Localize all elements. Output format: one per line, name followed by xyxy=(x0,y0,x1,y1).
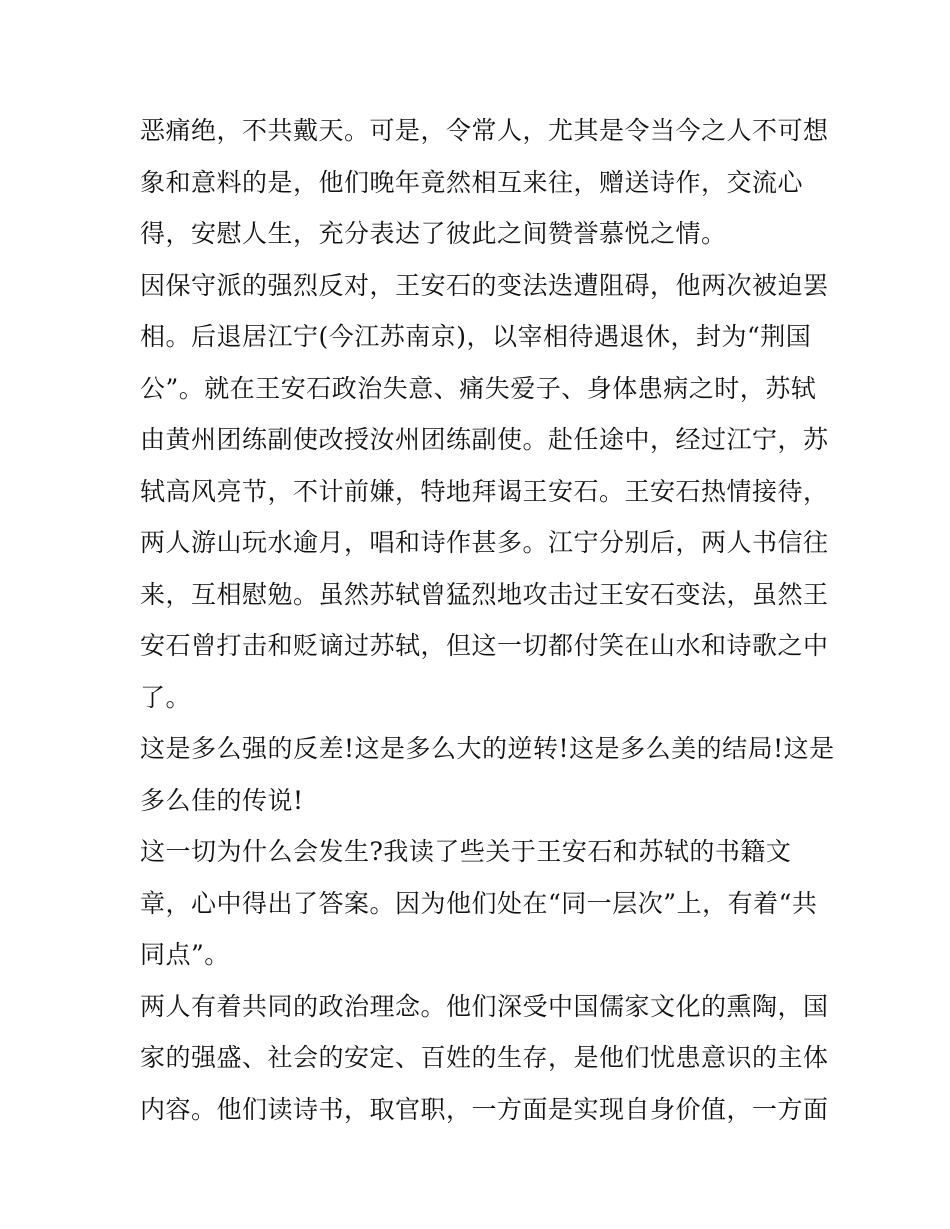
text-line: 来，互相慰勉。虽然苏轼曾猛烈地攻击过王安石变法，虽然王 xyxy=(140,579,829,609)
text-line: 内容。他们读诗书，取官职，一方面是实现自身价值，一方面 xyxy=(140,1094,829,1124)
text-line: 得，安慰人生，充分表达了彼此之间赞誉慕悦之情。 xyxy=(140,219,727,248)
text-line: 这一切为什么会发生?我读了些关于王安石和苏轼的书籍文 xyxy=(140,837,792,866)
text-line: 象和意料的是，他们晚年竟然相互来往，赠送诗作，交流心 xyxy=(140,167,804,197)
text-line: 安石曾打击和贬谪过苏轼，但这一切都付笑在山水和诗歌之中 xyxy=(140,631,829,660)
text-line: 家的强盛、社会的安定、百姓的生存，是他们忧患意识的主体 xyxy=(140,1043,829,1072)
text-line: 轼高风亮节，不计前嫌，特地拜谒王安石。王安石热情接待， xyxy=(140,476,829,506)
text-line: 章，心中得出了答案。因为他们处在“同一层次”上，有着“共 xyxy=(140,888,818,918)
text-line: 多么佳的传说! xyxy=(140,785,304,815)
text-line: 了。 xyxy=(140,682,192,712)
text-line: 由黄州团练副使改授汝州团练副使。赴任途中，经过江宁，苏 xyxy=(140,425,829,454)
text-line: 公”。就在王安石政治失意、痛失爱子、身体患病之时，苏轼 xyxy=(140,373,817,403)
text-line: 因保守派的强烈反对，王安石的变法迭遭阻碍，他两次被迫罢 xyxy=(140,270,829,300)
document-page xyxy=(140,105,835,1135)
text-line: 这是多么强的反差!这是多么大的逆转!这是多么美的结局!这是 xyxy=(140,734,835,763)
text-line: 两人游山玩水逾月，唱和诗作甚多。江宁分别后，两人书信往 xyxy=(140,528,829,557)
text-line: 同点”。 xyxy=(140,940,230,969)
text-line: 恶痛绝，不共戴天。可是，令常人，尤其是令当今之人不可想 xyxy=(140,116,829,145)
text-line: 两人有着共同的政治理念。他们深受中国儒家文化的熏陶，国 xyxy=(140,991,829,1021)
text-line: 相。后退居江宁(今江苏南京)，以宰相待遇退休，封为“荆国 xyxy=(140,322,812,351)
